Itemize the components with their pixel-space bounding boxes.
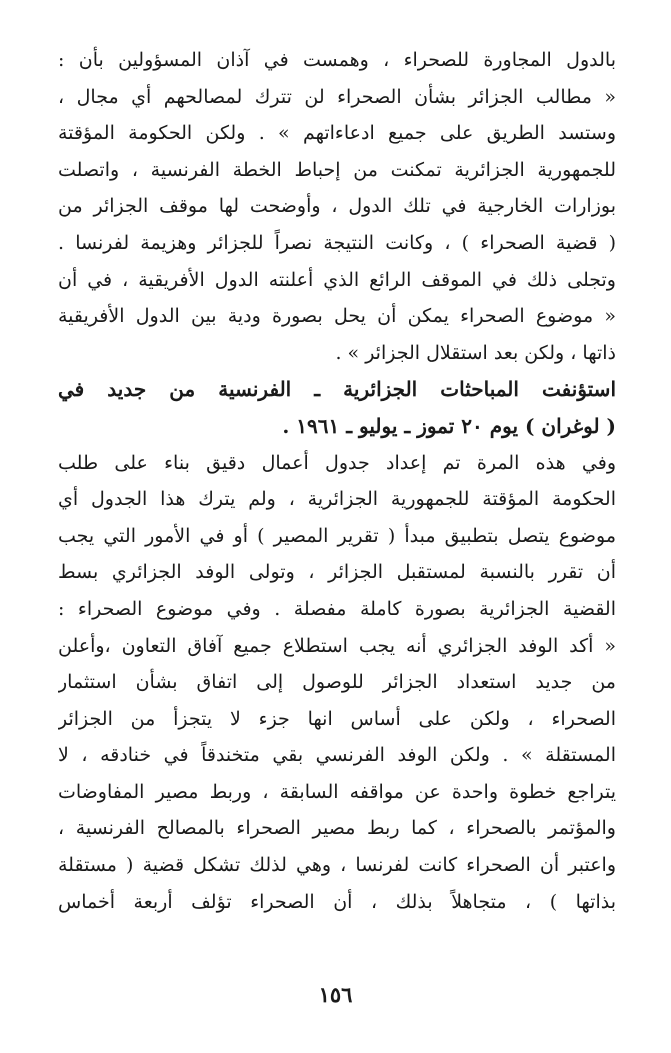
- text-line: موضوع يتصل بتطبيق مبدأ ( تقرير المصير ) أو في الأمور التي يجب: [58, 524, 616, 547]
- text-line: الحكومة المؤقتة للجمهورية الجزائرية ، ولم يترك هذا الجدول أي: [58, 488, 616, 511]
- page-number: ١٥٦: [318, 982, 353, 1007]
- section-heading-line: ( لوغران ) يوم ٢٠ تموز ـ يوليو ـ ١٩٦١ .: [282, 413, 616, 438]
- text-line: وفي هذه المرة تم إعداد جدول أعمال دقيق بناء على طلب: [58, 451, 616, 474]
- text-line: المستقلة » . ولكن الوفد الفرنسي بقي متخندقاً في خنادقه ، لا: [58, 744, 616, 767]
- text-line: « مطالب الجزائر بشأن الصحراء لن تترك لمصالحهم أي مجال ،: [58, 85, 616, 108]
- text-line: وتجلى ذلك في الموقف الرائع الذي أعلنته الدول الأفريقية ، في أن: [58, 268, 616, 291]
- section-heading-line: استؤنفت المباحثات الجزائرية ـ الفرنسية من جديد في: [58, 377, 616, 402]
- text-line: بذاتها ) ، متجاهلاً بذلك ، أن الصحراء تؤلف أربعة أخماس: [58, 890, 616, 913]
- text-line: القضية الجزائرية بصورة كاملة مفصلة . وفي موضوع الصحراء :: [58, 597, 616, 620]
- text-line: وستسد الطريق على جميع ادعاءاتهم » . ولكن الحكومة المؤقتة: [58, 122, 616, 145]
- text-line: « أكد الوفد الجزائري أنه يجب استطلاع جميع آفاق التعاون ،وأعلن: [58, 634, 616, 657]
- text-line: بوزارات الخارجية في تلك الدول ، وأوضحت لها موقف الجزائر من: [58, 195, 616, 218]
- text-line: « موضوع الصحراء يمكن أن يحل بصورة ودية بين الدول الأفريقية: [58, 305, 616, 328]
- text-line: أن تقرر بالنسبة لمستقبل الجزائر ، وتولى الوفد الجزائري بسط: [58, 561, 616, 584]
- text-line: للجمهورية الجزائرية تمكنت من إحباط الخطة الفرنسية ، واتصلت: [58, 158, 616, 181]
- text-line: ذاتها ، ولكن بعد استقلال الجزائر » .: [335, 341, 616, 364]
- text-line: بالدول المجاورة للصحراء ، وهمست في آذان المسؤولين بأن :: [58, 49, 616, 71]
- text-line: واعتبر أن الصحراء كانت لفرنسا ، وهي لذلك تشكل قضية ( مستقلة: [58, 854, 616, 877]
- text-line: والمؤتمر بالصحراء ، كما ربط مصير الصحراء بالمصالح الفرنسية ،: [58, 817, 616, 840]
- text-line: من جديد استعداد الجزائر للوصول إلى اتفاق بشأن استثمار: [58, 671, 616, 694]
- text-line: ( قضية الصحراء ) ، وكانت النتيجة نصراً للجزائر وهزيمة لفرنسا .: [58, 231, 616, 254]
- text-line: يتراجع خطوة واحدة عن مواقفه السابقة ، وربط مصير المفاوضات: [58, 780, 616, 803]
- body-text: [58, 42, 616, 920]
- text-line: الصحراء ، ولكن على أساس انها جزء لا يتجزأ من الجزائر: [58, 707, 616, 730]
